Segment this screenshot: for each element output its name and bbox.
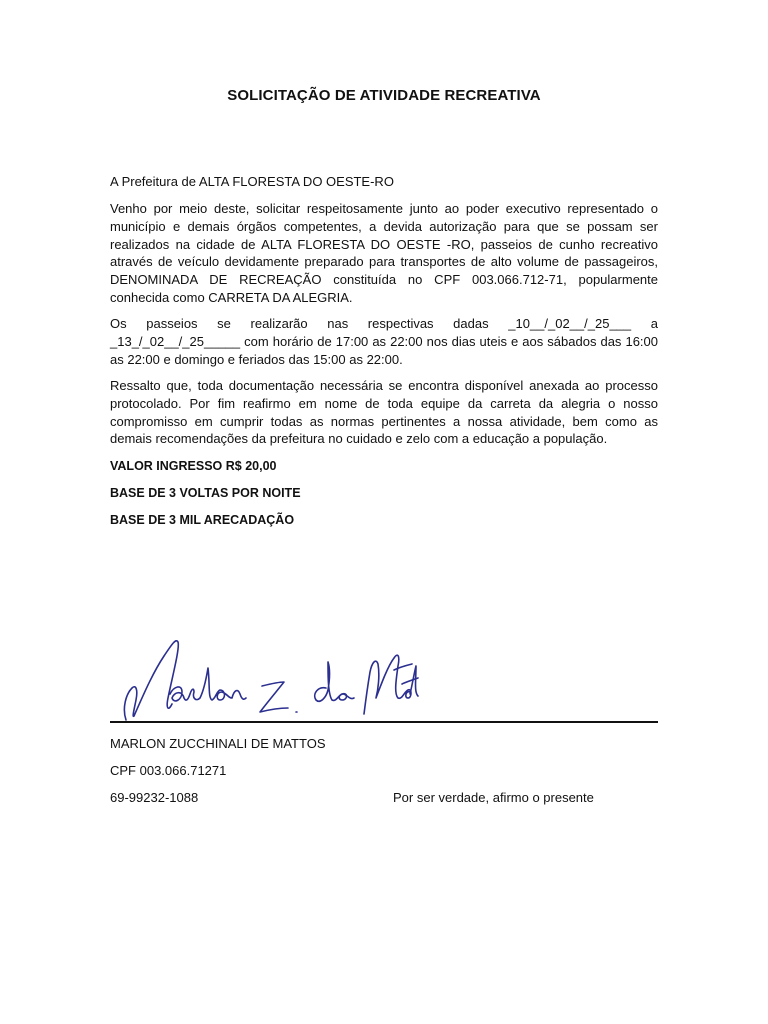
signer-phone: 69-99232-1088 bbox=[110, 790, 199, 805]
closing-statement: Por ser verdade, afirmo o presente bbox=[393, 790, 594, 805]
request-paragraph: Venho por meio deste, solicitar respeitosamente junto ao poder executivo representado o município e demais órgãos competentes, a devida autorização para que se possam ser realizados na cidade de ALTA FLORESTA DO OESTE -RO, passeios de cunho recreativo através de veículo devidamente preparado para transportes de alto volume de passageiros, DENOMINADA DE RECREAÇÃO constituída no CPF 003.066.712-71, popularmente conhecida como CARRETA DA ALEGRIA. bbox=[110, 201, 658, 305]
signature-line bbox=[110, 721, 658, 723]
document-title: SOLICITAÇÃO DE ATIVIDADE RECREATIVA bbox=[227, 87, 541, 104]
revenue-line: BASE DE 3 MIL ARECADAÇÃO bbox=[110, 513, 295, 527]
commitment-paragraph: Ressalto que, toda documentação necessária se encontra disponível anexada ao processo protocolado. Por fim reafirmo em nome de toda equipe da carreta da alegria o nosso compromisso em cumprir todas as normas pertinentes a nossa atividade, bem como as demais recomendações da prefeitura no cuidado e zelo com a educação a população. bbox=[110, 378, 658, 447]
signer-name: MARLON ZUCCHINALI DE MATTOS bbox=[110, 736, 326, 751]
signer-cpf: CPF 003.066.71271 bbox=[110, 763, 227, 778]
rounds-line: BASE DE 3 VOLTAS POR NOITE bbox=[110, 486, 301, 500]
addressee-line: A Prefeitura de ALTA FLORESTA DO OESTE-RO bbox=[110, 174, 394, 189]
handwritten-signature bbox=[112, 628, 422, 728]
schedule-paragraph: Os passeios se realizarão nas respectivas dadas _10__/_02__/_25___ a _13_/_02__/_25_____ com horário de 17:00 as 22:00 nos dias uteis e aos sábados das 16:00 as 22:00 e domingo e feriados das 15:00 as 22:00. bbox=[110, 316, 658, 367]
ticket-price-line: VALOR INGRESSO R$ 20,00 bbox=[110, 459, 277, 473]
